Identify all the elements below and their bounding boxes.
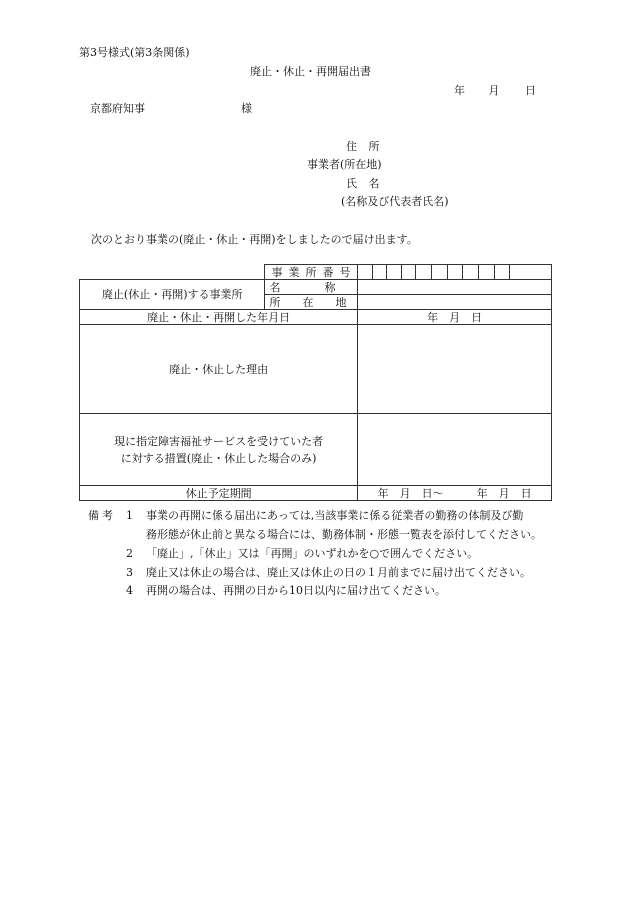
planned-period-label: 休止予定期間 bbox=[80, 486, 358, 501]
facility-name-value bbox=[358, 280, 552, 295]
note-item-text: 「廃止」,「休止」又は「再開」のいずれかを○で囲んでください。 bbox=[146, 547, 479, 560]
facility-name-label: 名 称 bbox=[265, 280, 358, 295]
note-number: 4 bbox=[126, 584, 133, 597]
office-number-box bbox=[494, 265, 510, 280]
date-day: 日 bbox=[525, 84, 536, 97]
date-line bbox=[454, 82, 536, 98]
notes-heading: 備考 bbox=[88, 509, 116, 522]
operator-label: 事業者(所在地) bbox=[307, 158, 382, 171]
office-number-box bbox=[432, 265, 448, 280]
facility-label: 廃止(休止・再開)する事業所 bbox=[80, 280, 265, 310]
note-item bbox=[126, 584, 133, 598]
note-number: 3 bbox=[126, 566, 133, 579]
addressee: 京都府知事 bbox=[90, 102, 145, 115]
note-number: 1 bbox=[126, 509, 133, 522]
note-item-text: 再開の場合は、再開の日から10日以内に届け出てください。 bbox=[146, 584, 446, 597]
document-title: 廃止・休止・再開届出書 bbox=[250, 65, 371, 78]
office-number-box bbox=[463, 265, 479, 280]
facility-location-value bbox=[358, 295, 552, 310]
date-label: 廃止・休止・再開した年月日 bbox=[80, 310, 358, 325]
name-label: 氏 名 bbox=[346, 177, 384, 190]
note-item bbox=[126, 566, 133, 580]
form-number: 第3号様式(第3条関係) bbox=[79, 46, 190, 59]
measures-value bbox=[358, 414, 552, 486]
office-number-box bbox=[478, 265, 494, 280]
note-item bbox=[126, 547, 133, 561]
note-item-text: 事業の再開に係る届出にあっては,当該事業に係る従業者の勤務の体制及び勤 bbox=[146, 509, 524, 522]
notification-table bbox=[79, 264, 552, 501]
intro-text: 次のとおり事業の(廃止・休止・再開)をしましたので届け出ます。 bbox=[91, 233, 418, 246]
office-number-box bbox=[358, 265, 373, 280]
reason-value bbox=[358, 325, 552, 414]
addressee-suffix: 様 bbox=[241, 102, 252, 115]
date-year: 年 bbox=[454, 84, 465, 97]
measures-label bbox=[80, 414, 358, 486]
office-number-box bbox=[416, 265, 432, 280]
note-item-text: 務形態が休止前と異なる場合には、勤務体制・形態一覧表を添付してください。 bbox=[146, 528, 542, 541]
measures-label-line1: 現に指定障害福祉サービスを受けていた者 bbox=[114, 434, 324, 448]
office-number-label: 事業所番号 bbox=[265, 265, 358, 280]
reason-label: 廃止・休止した理由 bbox=[80, 325, 358, 414]
planned-period-value: 年 月 日～ 年 月 日 bbox=[358, 486, 552, 501]
note-item-text: 廃止又は休止の場合は、廃止又は休止の日の１月前までに届け出てください。 bbox=[146, 566, 531, 579]
facility-location-label: 所 在 地 bbox=[265, 295, 358, 310]
date-value: 年 月 日 bbox=[358, 310, 552, 325]
office-number-box bbox=[510, 265, 552, 280]
blank-cell bbox=[80, 265, 265, 280]
measures-label-line2: に対する措置(廃止・休止した場合のみ) bbox=[120, 451, 317, 465]
office-number-box bbox=[447, 265, 463, 280]
note-number: 2 bbox=[126, 547, 133, 560]
note-item bbox=[126, 509, 133, 523]
office-number-box bbox=[387, 265, 402, 280]
date-month: 月 bbox=[488, 84, 500, 97]
address-label: 住 所 bbox=[346, 140, 384, 153]
office-number-box bbox=[401, 265, 416, 280]
name-note: (名称及び代表者氏名) bbox=[341, 195, 449, 208]
office-number-box bbox=[372, 265, 387, 280]
